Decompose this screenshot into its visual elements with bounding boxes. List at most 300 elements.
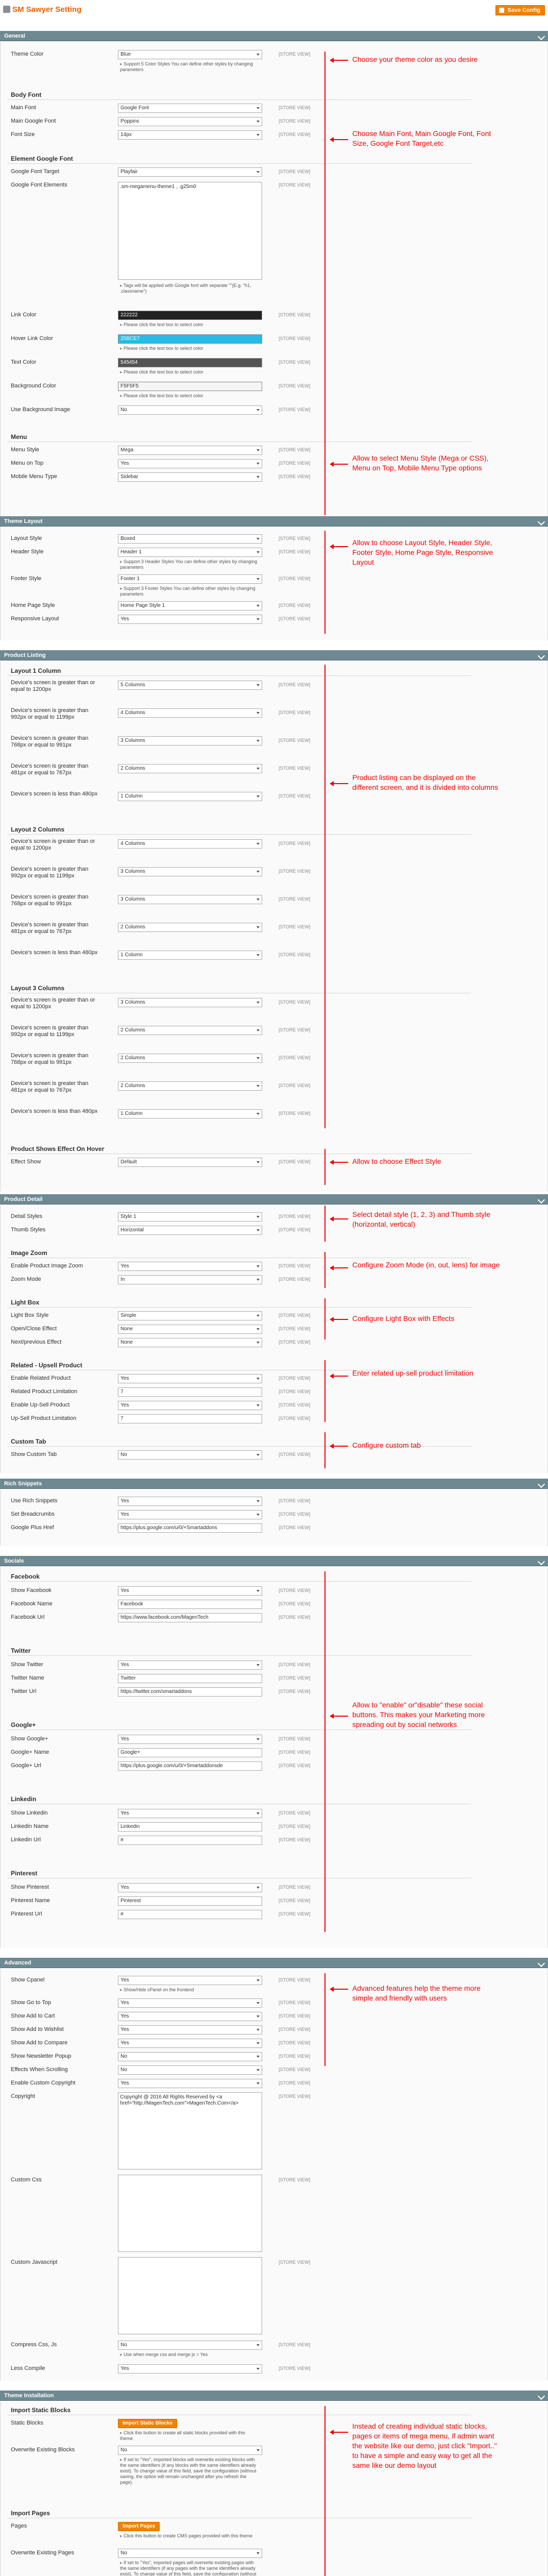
label: Google+ Url [11,1762,42,1769]
label: Google+ Name [11,1749,49,1755]
label: Show Cpanel [11,1977,45,1983]
row-pinterest-name [1,1895,320,1907]
label: Show Add to Compare [11,2040,68,2046]
label: Device's screen is greater than 992px or equal to 1199px [11,866,89,879]
note: ▸ Show/Hide cPanel on the frontend [120,1987,259,1993]
row-zoom-mode [1,1274,320,1285]
scope: [STORE VIEW] [279,1027,311,1032]
section-product-listing-body [0,661,548,1192]
label: Show Newsletter Popup [11,2053,72,2059]
effect-show-select[interactable]: Default [118,1158,262,1167]
row-hover-link-color [1,333,320,345]
save-icon [499,8,504,13]
rows_l2-3-select[interactable]: 2 Columns [118,923,262,932]
label: Device's screen is greater than or equal to 1200px [11,997,95,1010]
note: ▸ Support 3 Header Styles You can define other styles by changing parameters [120,559,259,570]
rows_l3-1-select[interactable]: 2 Columns [118,1026,262,1035]
section-product-detail-body [0,1205,548,1473]
row-rows_l3-4 [1,1108,320,1120]
zoom-mode-select[interactable]: In [118,1275,262,1284]
scope: [STORE VIEW] [279,118,311,124]
rows_l2-0-select[interactable]: 4 Columns [118,839,262,849]
scope: [STORE VIEW] [279,2094,311,2099]
annotation-arrow [333,1162,348,1163]
scope: [STORE VIEW] [279,182,311,188]
scope: [STORE VIEW] [279,1837,311,1842]
row-rows_l2-2 [1,894,320,905]
mobile-menu-type-select[interactable]: Sidebar [118,472,262,482]
font-size-select[interactable]: 14px [118,130,262,140]
copyright-textarea[interactable]: Copyright @ 2016 All Rights Reserved by <a href="http://MagenTech.com">MagenTech.Com</a> [118,2092,262,2170]
group-light-box: Light Box [11,1299,40,1306]
group-facebook: Facebook [11,1573,40,1580]
scope: [STORE VIEW] [279,132,311,137]
annotation-arrow [333,1267,348,1268]
scope: [STORE VIEW] [279,336,311,341]
annotation-bracket [324,103,326,443]
detail-styles-select[interactable]: Style 1 [118,1212,262,1222]
row-overwrite-blocks [1,2445,320,2456]
group-import-static-blocks: Import Static Blocks [11,2406,71,2414]
label: Effect Show [11,1159,41,1165]
label: Device's screen is greater than 481px or equal to 767px [11,922,89,935]
annotation-bracket [324,1206,326,1242]
note: ▸ Click this button to create all static blocks provided with this theme [120,2430,259,2442]
scope: [STORE VIEW] [279,896,311,902]
row-related-limit [1,1386,320,1398]
effects-scrolling-select[interactable]: No [118,2065,262,2075]
section-product-detail[interactable]: Product Detail [0,1194,548,1205]
label: Google Font Elements [11,182,67,188]
scope: [STORE VIEW] [279,1601,311,1606]
label: Less Compile [11,2365,45,2371]
overwrite-pages-select[interactable]: No [118,2549,262,2558]
scope: [STORE VIEW] [279,1977,311,1982]
label: Linkedin Url [11,1837,41,1843]
scope: [STORE VIEW] [279,793,311,799]
rows_l2-1-select[interactable]: 3 Columns [118,867,262,876]
less-compile-select[interactable]: Yes [118,2364,262,2374]
section-advanced[interactable]: Advanced [0,1958,548,1968]
row-home-page-style [1,600,320,612]
section-general[interactable]: General [0,31,548,41]
label: Device's screen is greater than 768px or equal to 991px [11,735,89,748]
annotation-arrow [333,783,348,784]
divider [8,1581,471,1582]
label: Facebook Name [11,1601,53,1607]
label: Custom Javascript [11,2259,58,2265]
section-theme-layout[interactable]: Theme Layout [0,516,548,527]
label: Enable Related Product [11,1375,71,1381]
label: Enable Up-Sell Product [11,1402,70,1408]
annotation-text: Product listing can be displayed on the different screen, and it is divided into columns [352,773,499,791]
scope: [STORE VIEW] [279,2000,311,2005]
light-box-style-select[interactable]: Simple [118,1311,262,1320]
row-rows_l2-1 [1,866,320,877]
add-compare-select[interactable]: Yes [118,2039,262,2048]
row-theme-color [1,49,320,60]
group-layout-3: Layout 3 Columns [11,985,65,992]
scope: [STORE VIEW] [279,2054,311,2059]
linkedin-url-input[interactable]: # [118,1836,262,1845]
scope: [STORE VIEW] [279,682,311,687]
home-page-style-select[interactable]: Home Page Style 1 [118,601,262,611]
group-twitter: Twitter [11,1647,31,1654]
label: Responsive Layout [11,616,59,622]
annotation-text: Instead of creating individual static blocks, pages or items of mega menu, if admin want the website like our demo, just click "Import.." to have a simple and easy way to get all the same like our demo layout [352,2422,497,2469]
annotation-text: Allow to choose Layout Style, Header Style, Footer Style, Home Page Style, Responsive Layout [352,538,493,566]
annotation-arrow [333,1218,348,1219]
annotation-arrow [333,1716,348,1717]
annotation-arrow [333,60,348,61]
google-url-input[interactable]: https://plus.google.com/u/0/+Smartaddonsde [118,1761,262,1771]
label: Menu on Top [11,460,44,466]
row-rows_l2-3 [1,922,320,933]
annotation-text: Choose Main Font, Main Google Font, Font Size, Google Font Target,etc [352,129,491,147]
scope: [STORE VIEW] [279,461,311,466]
annotation-arrow [333,464,348,465]
label: Menu Style [11,447,40,453]
facebook-name-input[interactable]: Facebook [118,1600,262,1609]
row-rows_l1-3 [1,763,320,774]
row-pinterest-url [1,1909,320,1920]
rows_l1-2-select[interactable]: 3 Columns [118,736,262,745]
breadcrumbs-select[interactable]: Yes [118,1510,262,1519]
upsell-limit-input[interactable]: 7 [118,1414,262,1423]
scope: [STORE VIEW] [279,1402,311,1408]
scope: [STORE VIEW] [279,1416,311,1421]
label: Hover Link Color [11,335,53,342]
scope: [STORE VIEW] [279,841,311,846]
scope: [STORE VIEW] [279,1675,311,1681]
label: Google Font Target [11,168,59,175]
section-rich-snippets-body [0,1489,548,1546]
row-show-custom-tab [1,1449,320,1461]
linkedin-name-input[interactable]: Linkedin [118,1822,262,1832]
scope: [STORE VIEW] [279,169,311,174]
scope: [STORE VIEW] [279,1111,311,1116]
enable-copyright-select[interactable]: Yes [118,2079,262,2088]
annotation-text: Advanced features help the theme more simple and friendly with users [352,1984,481,2002]
annotation-bracket [324,1149,326,1185]
pinterest-name-input[interactable]: Pinterest [118,1896,262,1906]
row-rows_l3-0 [1,997,320,1008]
rows_l2-2-select[interactable]: 3 Columns [118,895,262,904]
hover-link-color-input[interactable]: 25BCE7 [118,334,262,344]
show-linkedin-select[interactable]: Yes [118,1809,262,1818]
related-limit-input[interactable]: 7 [118,1387,262,1397]
label: Overwrite Existing Blocks [11,2447,75,2453]
row-detail-styles [1,1211,320,1223]
scope: [STORE VIEW] [279,2067,311,2072]
label: Home Page Style [11,602,55,608]
twitter-name-input[interactable]: Twitter [118,1674,262,1683]
layout-style-select[interactable]: Boxed [118,534,262,544]
scope: [STORE VIEW] [279,2260,311,2265]
row-add-cart [1,2011,320,2022]
scope: [STORE VIEW] [279,1263,311,1268]
label: Device's screen is less than 480px [11,1108,98,1114]
scope: [STORE VIEW] [279,999,311,1005]
scope: [STORE VIEW] [279,407,311,412]
row-facebook-name [1,1599,320,1610]
show-custom-tab-select[interactable]: No [118,1450,262,1460]
label: Show Google+ [11,1736,48,1742]
divider [8,99,471,100]
scope: [STORE VIEW] [279,952,311,957]
scope: [STORE VIEW] [279,1588,311,1593]
compress-css-js-select[interactable]: No [118,2341,262,2350]
group-menu: Menu [11,433,27,440]
annotation-bracket [324,52,326,108]
label: Text Color [11,359,37,365]
row-effects-scrolling [1,2064,320,2076]
rows_l3-2-select[interactable]: 2 Columns [118,1054,262,1063]
page-header [0,0,548,18]
add-wishlist-select[interactable]: Yes [118,2025,262,2035]
show-facebook-select[interactable]: Yes [118,1586,262,1596]
overwrite-blocks-select[interactable]: No [118,2446,262,2455]
row-rows_l2-4 [1,950,320,961]
menu-style-select[interactable]: Mega [118,446,262,455]
scope: [STORE VIEW] [279,1376,311,1381]
section-rich-snippets[interactable]: Rich Snippets [0,1479,548,1489]
annotation-bracket [324,1973,326,2066]
label: Device's screen is greater than 768px or equal to 991px [11,894,89,907]
newsletter-popup-select[interactable]: No [118,2052,262,2061]
row-show-twitter [1,1659,320,1671]
row-show-pinterest [1,1882,320,1893]
rows_l2-4-select[interactable]: 1 Column [118,951,262,960]
annotation-text: Allow to "enable" or"disable" these social buttons. This makes your Marketing more spreading out by social networks [352,1701,485,1728]
label: Show Add to Cart [11,2013,55,2019]
save-label: Save Config [507,7,540,13]
row-light-box-style [1,1310,320,1321]
divider [8,1307,471,1308]
label: Device's screen is greater than 481px or equal to 767px [11,1080,89,1093]
label: Next/previous Effect [11,1339,62,1345]
scope: [STORE VIEW] [279,1227,311,1232]
row-rows_l1-0 [1,680,320,691]
use-background-image-select[interactable]: No [118,405,262,415]
label: Pinterest Url [11,1911,42,1917]
rows_l1-1-select[interactable]: 4 Columns [118,708,262,718]
scope: [STORE VIEW] [279,1159,311,1164]
row-linkedin-name [1,1821,320,1833]
group-custom-tab: Custom Tab [11,1438,46,1445]
row-google-href [1,1522,320,1534]
scope: [STORE VIEW] [279,1389,311,1394]
scope: [STORE VIEW] [279,1525,311,1530]
label: Custom Css [11,2177,42,2183]
scope: [STORE VIEW] [279,1340,311,1345]
annotation-arrow [333,2432,348,2433]
page-title: SM Sawyer Setting [3,5,81,14]
twitter-url-input[interactable]: https://twitter.com/smartaddons [118,1687,262,1697]
label: Show Custom Tab [11,1451,57,1458]
note: ▸ Support 5 Color Styles You can define other styles by changing parameters [120,61,259,73]
note: ▸ Please click the text box to select color [120,322,259,328]
custom-css-textarea[interactable] [118,2175,262,2252]
annotation-bracket [324,1432,326,1468]
scope: [STORE VIEW] [279,52,311,57]
next-previous-effect-select[interactable]: None [118,1338,262,1347]
annotation-arrow [333,1319,348,1320]
import-static-blocks-button[interactable]: Import Static Blocks [118,2419,177,2428]
row-thumb-styles [1,1225,320,1236]
scope: [STORE VIEW] [279,1277,311,1282]
enable-related-select[interactable]: Yes [118,1374,262,1383]
label: Overwrite Existing Pages [11,2550,74,2556]
label: Google Plus Href [11,1524,54,1531]
save-config-button[interactable] [495,5,545,15]
group-google: Google+ [11,1721,36,1728]
scope: [STORE VIEW] [279,603,311,608]
section-socials[interactable]: Socials [0,1556,548,1566]
scope: [STORE VIEW] [279,1898,311,1903]
scope: [STORE VIEW] [279,1083,311,1088]
scope: [STORE VIEW] [279,616,311,621]
label: Show Facebook [11,1587,52,1594]
row-breadcrumbs [1,1509,320,1520]
row-background-color [1,381,320,392]
label: Device's screen is less than 480px [11,950,98,956]
text-color-input[interactable]: 545454 [118,358,262,367]
section-advanced-body [0,1969,548,2381]
section-theme-installation[interactable]: Theme Installation [0,2391,548,2401]
row-responsive-layout [1,614,320,625]
row-footer-style [1,573,320,585]
scope: [STORE VIEW] [279,576,311,581]
label: Pinterest Name [11,1897,50,1904]
google-font-target-select[interactable]: Playfair [118,167,262,177]
label: Device's screen is greater than 481px or equal to 767px [11,763,89,776]
annotation-bracket [324,2406,326,2576]
link-color-input[interactable]: 222222 [118,311,262,320]
row-show-facebook [1,1585,320,1597]
annotation-arrow [333,1989,348,1990]
rows_l1-0-select[interactable]: 5 Columns [118,681,262,690]
scope: [STORE VIEW] [279,869,311,874]
annotation-bracket [324,1252,326,1288]
label: Layout Style [11,535,42,541]
label: Thumb Styles [11,1227,46,1233]
group-image-zoom: Image Zoom [11,1249,47,1257]
group-layout-1: Layout 1 Column [11,667,61,674]
row-static-blocks [1,2418,320,2429]
label: Show Go to Top [11,1999,52,2006]
group-layout-2: Layout 2 Columns [11,826,65,833]
footer-style-select[interactable]: Footer 1 [118,574,262,584]
scope: [STORE VIEW] [279,2177,311,2182]
enable-upsell-select[interactable]: Yes [118,1401,262,1410]
section-product-listing[interactable]: Product Listing [0,650,548,660]
scope: [STORE VIEW] [279,1736,311,1741]
main-font-select[interactable]: Google Font [118,104,262,113]
label: Facebook Url [11,1614,45,1620]
facebook-url-input[interactable]: https://www.facebook.com/MagenTech [118,1613,262,1622]
scope: [STORE VIEW] [279,447,311,452]
label: Show Add to Wishlist [11,2026,64,2032]
label: Font Size [11,131,35,138]
label: Device's screen is greater than or equal to 1200px [11,838,95,851]
go-top-select[interactable]: Yes [118,1998,262,2008]
show-google-select[interactable]: Yes [118,1735,262,1744]
label: Zoom Mode [11,1276,41,1282]
label: Use Rich Snippets [11,1498,58,1504]
main-google-font-select[interactable]: Poppins [118,117,262,126]
responsive-layout-select[interactable]: Yes [118,615,262,624]
custom-js-textarea[interactable] [118,2257,262,2334]
row-enable-related [1,1373,320,1384]
scope: [STORE VIEW] [279,2040,311,2045]
open-close-effect-select[interactable]: None [118,1325,262,1334]
menu-on-top-select[interactable]: Yes [118,459,262,468]
scope: [STORE VIEW] [279,1326,311,1331]
row-link-color [1,310,320,321]
row-font-size [1,129,320,141]
scope: [STORE VIEW] [279,312,311,317]
google-name-input[interactable]: Google+ [118,1748,262,1757]
row-text-color [1,357,320,368]
label: Open/Close Effect [11,1326,57,1332]
show-pinterest-select[interactable]: Yes [118,1883,262,1892]
background-color-input[interactable]: F5F5F5 [118,382,262,391]
add-cart-select[interactable]: Yes [118,2012,262,2021]
pinterest-url-input[interactable]: # [118,1910,262,1919]
scope: [STORE VIEW] [279,1824,311,1829]
row-main-font [1,103,320,114]
rows_l1-4-select[interactable]: 1 Column [118,792,262,801]
rows_l3-3-select[interactable]: 2 Columns [118,1081,262,1091]
rows_l1-3-select[interactable]: 2 Columns [118,764,262,773]
scope: [STORE VIEW] [279,536,311,541]
theme-color-select[interactable]: Blue [118,50,262,59]
row-rows_l3-2 [1,1053,320,1064]
scope: [STORE VIEW] [279,1810,311,1816]
note: ▸ Tags will be applied with Google font with separate ""(E.g. "h1, .classname") [120,283,259,294]
rows_l3-4-select[interactable]: 1 Column [118,1109,262,1118]
header-style-select[interactable]: Header 1 [118,548,262,557]
enable-zoom-select[interactable]: Yes [118,1262,262,1271]
row-less-compile [1,2363,320,2375]
annotation-arrow [333,1376,348,1377]
rows_l3-0-select[interactable]: 3 Columns [118,998,262,1007]
row-rows_l2-0 [1,838,320,850]
row-rows_l3-3 [1,1080,320,1092]
google-href-input[interactable]: https://plus.google.com/u/0/+Smartaddons [118,1523,262,1533]
show-cpanel-select[interactable]: Yes [118,1976,262,1985]
annotation-arrow [333,1446,348,1447]
annotation-text: Configure custom tab [352,1441,421,1449]
label: Enable Custom Copyright [11,2080,76,2086]
scope: [STORE VIEW] [279,1750,311,1755]
label: Main Font [11,105,36,111]
row-compress-css-js [1,2340,320,2351]
label: Show Linkedin [11,1810,48,1816]
row-effect-show [1,1157,320,1168]
row-show-google [1,1734,320,1745]
thumb-styles-select[interactable]: Horizontal [118,1226,262,1235]
label: Device's screen is greater than or equal to 1200px [11,680,95,692]
import-pages-button[interactable]: Import Pages [118,2522,160,2531]
show-twitter-select[interactable]: Yes [118,1660,262,1670]
row-go-top [1,1997,320,2009]
google-font-elements-textarea[interactable]: .sm-megamenu-theme1 , .g25m0 [118,182,262,280]
use-rich-select[interactable]: Yes [118,1497,262,1506]
row-main-google-font [1,116,320,127]
row-use-rich [1,1496,320,1507]
